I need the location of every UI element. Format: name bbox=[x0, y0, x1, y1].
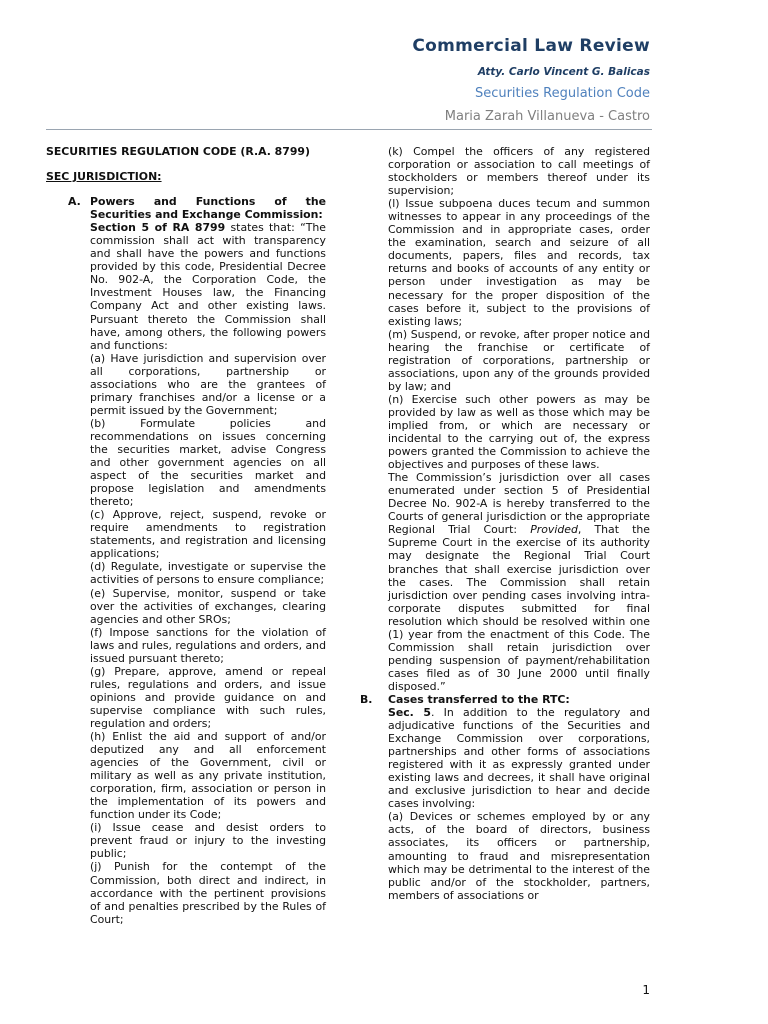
power-d: (d) Regulate, investigate or supervise the activities of persons to ensure compliance; bbox=[90, 560, 326, 587]
power-e: (e) Supervise, monitor, suspend or take over the activities of exchanges, clearing agencies and other SROs; bbox=[90, 586, 326, 626]
item-a-title: Powers and Functions of the Securities and Exchange Commission: bbox=[90, 195, 326, 222]
item-a-marker: A. bbox=[68, 195, 81, 209]
header-title: Commercial Law Review bbox=[412, 36, 650, 56]
item-b-lead bbox=[388, 706, 650, 810]
item-a-lead-text: states that: “The commission shall act with transparency and shall have the powers and functions provided by this code, Presidential Decree No. 902-A, the Corporation Code, the Investment Houses law, the Financing Company Act and other existing laws. Pursuant thereto the Commission shall have, among others, the following powers and functions: bbox=[90, 221, 326, 352]
list-item-b bbox=[360, 693, 650, 902]
item-b-lead-text: . In addition to the regulatory and adjudicative functions of the Securities and Exchange Commission over corporations, partnerships and other forms of associations registered with it as expressly granted under existing laws and decrees, it shall have original and exclusive jurisdiction to hear and decide cases involving: bbox=[388, 706, 650, 811]
list-item-a bbox=[46, 195, 326, 926]
power-c: (c) Approve, reject, suspend, revoke or require amendments to registration statements, and registration and licensing applications; bbox=[90, 508, 326, 561]
jurisdiction-transfer bbox=[388, 471, 650, 693]
power-h: (h) Enlist the aid and support of and/or deputized any and all enforcement agencies of the Government, civil or military as well as any private institution, corporation, firm, association or person in the implementation of its powers and function under its Code; bbox=[90, 730, 326, 822]
item-b-body bbox=[388, 693, 650, 902]
power-l: (l) Issue subpoena duces tecum and summon witnesses to appear in any proceedings of the Commission and in appropriate cases, order the examination, search and seizure of all documents, papers, files and records, tax returns and books of accounts of any entity or person under investigation as may be necessary for the proper disposition of the cases before it, subject to the provisions of existing laws; bbox=[388, 197, 650, 328]
item-b-title: Cases transferred to the RTC: bbox=[388, 692, 570, 706]
power-g: (g) Prepare, approve, amend or repeal rules, regulations and orders, and issue opinions and provide guidance on and supervise compliance with such rules, regulation and orders; bbox=[90, 664, 326, 730]
power-b: (b) Formulate policies and recommendations on issues concerning the securities market, advise Congress and other government agencies on all aspect of the securities market and propose legislation and amendments thereto; bbox=[90, 416, 326, 509]
item-a-lead bbox=[90, 221, 326, 351]
document-title: SECURITIES REGULATION CODE (R.A. 8799) bbox=[46, 145, 310, 158]
right-column bbox=[360, 145, 650, 902]
left-column bbox=[46, 145, 326, 926]
header-divider bbox=[46, 129, 652, 130]
transfer-text-2: , That the Supreme Court in the exercise of its authority may designate the Regional Trial Court branches that shall exercise jurisdiction over the cases. The Commission shall retain jurisdiction over pending cases involving intra-corporate disputes submitted for final resolution which should be resolved within one (1) year from the enactment of this Code. The Commission shall retain jurisdiction over pending suspension of payment/rehabilitation cases filed as of 30 June 2000 until finally disposed.” bbox=[388, 523, 650, 693]
power-m: (m) Suspend, or revoke, after proper notice and hearing the franchise or certificate of registration of corporations, partnership or associations, upon any of the grounds provided by law; and bbox=[388, 327, 650, 393]
power-f: (f) Impose sanctions for the violation of laws and rules, regulations and orders, and issued pursuant thereto; bbox=[90, 625, 326, 665]
header-author: Atty. Carlo Vincent G. Balicas bbox=[477, 66, 650, 78]
item-b-lead-ref: Sec. 5 bbox=[388, 706, 431, 720]
power-j: (j) Punish for the contempt of the Commission, both direct and indirect, in accordance with the pertinent provisions of and penalties prescribed by the Rules of Court; bbox=[90, 860, 326, 926]
page-header bbox=[412, 36, 650, 124]
case-a: (a) Devices or schemes employed by or any acts, of the board of directors, business associates, its officers or partnership, amounting to fraud and misrepresentation which may be detrimental to the interest of the public and/or of the stockholder, partners, members of associations or bbox=[388, 810, 650, 902]
power-n: (n) Exercise such other powers as may be provided by law as well as those which may be implied from, or which are necessary or incidental to the carrying out of, the express powers granted the Commission to achieve the objectives and purposes of these laws. bbox=[388, 392, 650, 472]
power-i: (i) Issue cease and desist orders to prevent fraud or injury to the investing public; bbox=[90, 821, 326, 861]
section-heading: SEC JURISDICTION: bbox=[46, 170, 162, 184]
header-student: Maria Zarah Villanueva - Castro bbox=[444, 109, 650, 124]
item-a-lead-ref: Section 5 of RA 8799 bbox=[90, 221, 226, 235]
power-k: (k) Compel the officers of any registered corporation or association to call meetings of stockholders or members thereof under its supervision; bbox=[388, 145, 650, 198]
transfer-provided: Provided bbox=[530, 523, 578, 537]
transfer-text-1: The Commission’s jurisdiction over all cases enumerated under section 5 of Presidential Decree No. 902-A is hereby transferred to the Courts of general jurisdiction or the appropriate Regional Trial Court: bbox=[388, 471, 650, 537]
item-a-body bbox=[90, 195, 326, 926]
power-a: (a) Have jurisdiction and supervision over all corporations, partnership or associations who are the grantees of primary franchises and/or a license or a permit issued by the Government; bbox=[90, 351, 326, 417]
header-subject: Securities Regulation Code bbox=[474, 86, 650, 101]
page-number: 1 bbox=[642, 983, 650, 997]
item-b-marker: B. bbox=[360, 692, 373, 706]
